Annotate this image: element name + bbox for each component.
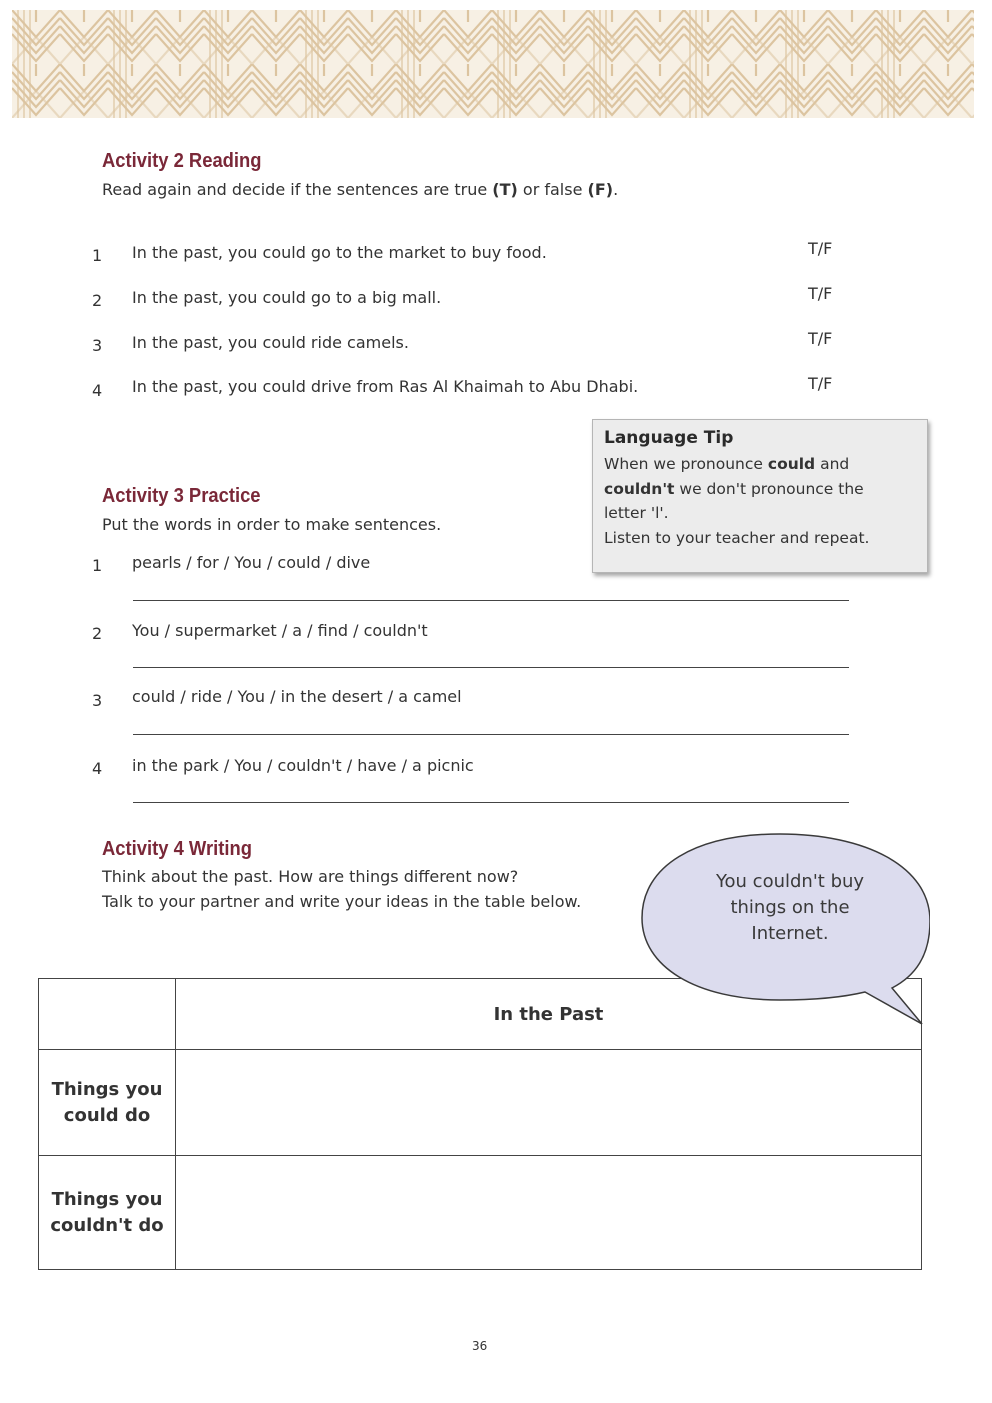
true-false-choice[interactable]: T/F [808, 329, 833, 348]
item-number: 4 [92, 381, 103, 400]
row-label-couldnt-do: Things you couldn't do [39, 1156, 176, 1270]
true-false-choice[interactable]: T/F [808, 239, 833, 258]
item-number: 4 [92, 759, 103, 778]
speech-bubble-text: You couldn't buy things on the Internet. [715, 871, 865, 944]
language-tip-line: When we pronounce could and [604, 455, 850, 473]
answer-line[interactable] [133, 600, 849, 601]
activity-3-instruction: Put the words in order to make sentences. [102, 515, 442, 534]
true-false-choice[interactable]: T/F [808, 374, 833, 393]
item-number: 1 [92, 556, 103, 575]
language-tip-title: Language Tip [604, 428, 734, 448]
item-text: pearls / for / You / could / dive [132, 553, 371, 572]
item-number: 2 [92, 624, 103, 643]
answer-cell-couldnt-do[interactable] [176, 1156, 922, 1270]
item-text: could / ride / You / in the desert / a camel [132, 687, 462, 706]
item-number: 3 [92, 336, 103, 355]
item-number: 2 [92, 291, 103, 310]
item-text: in the park / You / couldn't / have / a picnic [132, 756, 474, 775]
language-tip-box [592, 419, 928, 573]
item-text: In the past, you could go to a big mall. [132, 288, 442, 307]
item-text: You / supermarket / a / find / couldn't [132, 621, 428, 640]
row-label-could-do: Things you could do [39, 1050, 176, 1156]
item-text: In the past, you could go to the market to buy food. [132, 243, 547, 262]
true-false-choice[interactable]: T/F [808, 284, 833, 303]
decorative-banner [12, 10, 974, 118]
item-number: 1 [92, 246, 103, 265]
item-text: In the past, you could drive from Ras Al Khaimah to Abu Dhabi. [132, 377, 639, 396]
item-number: 3 [92, 691, 103, 710]
item-text: In the past, you could ride camels. [132, 333, 409, 352]
activity-4-instruction-line1: Think about the past. How are things different now? [102, 867, 519, 886]
activity-4-instruction-line2: Talk to your partner and write your ideas in the table below. [102, 892, 582, 911]
answer-line[interactable] [133, 667, 849, 668]
activity-3-title: Activity 3 Practice [102, 485, 261, 507]
table-corner-cell [39, 979, 176, 1050]
activity-4-title: Activity 4 Writing [102, 838, 252, 860]
language-tip-line: Listen to your teacher and repeat. [604, 528, 870, 547]
answer-line[interactable] [133, 734, 849, 735]
page-number: 36 [472, 1339, 488, 1353]
language-tip-line: couldn't we don't pronounce the [604, 479, 864, 498]
language-tip-line: letter 'l'. [604, 504, 669, 522]
activity-2-instruction: Read again and decide if the sentences are true (T) or false (F). [102, 180, 619, 199]
answer-cell-could-do[interactable] [176, 1050, 922, 1156]
table-header-in-the-past: In the Past [176, 979, 922, 1050]
activity-2-title: Activity 2 Reading [102, 150, 262, 172]
answer-line[interactable] [133, 802, 849, 803]
